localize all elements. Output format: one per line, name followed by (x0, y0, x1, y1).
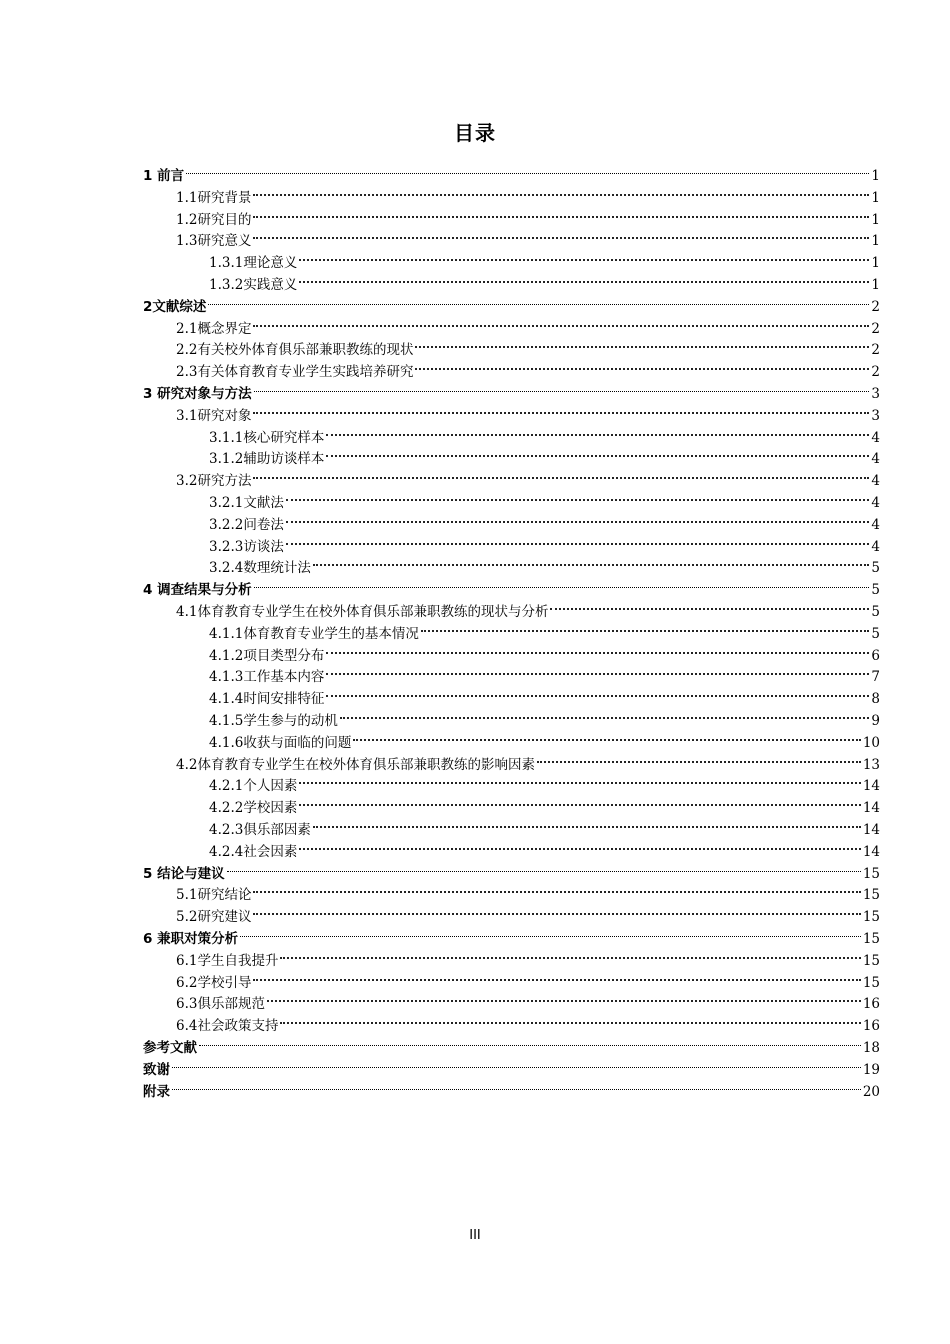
toc-entry[interactable] (143, 572, 880, 599)
toc-entry-page: 4 (871, 516, 880, 533)
toc-entry-page: 4 (871, 538, 880, 555)
toc-entry[interactable] (209, 616, 880, 642)
toc-entry-page: 10 (862, 734, 880, 751)
toc-entry[interactable] (209, 529, 880, 555)
toc-entry-page: 5 (871, 604, 880, 620)
toc-entry-label: 3.2.2问卷法 (209, 516, 284, 533)
toc-entry[interactable] (209, 834, 880, 860)
toc-entry-label: 4 调查结果与分析 (143, 582, 252, 599)
toc-entry[interactable] (176, 1008, 880, 1035)
toc-entry[interactable] (176, 311, 880, 337)
toc-leader-dots (254, 376, 870, 398)
toc-entry[interactable] (209, 485, 880, 511)
toc-entry-page: 20 (862, 1083, 880, 1100)
toc-leader-dots (253, 223, 869, 245)
toc-entry[interactable] (176, 943, 880, 969)
toc-entry-label: 5 结论与建议 (143, 865, 225, 882)
toc-leader-dots (253, 877, 860, 899)
toc-leader-dots (253, 899, 860, 921)
toc-leader-dots (326, 638, 869, 660)
toc-entry-page: 4 (871, 451, 880, 468)
toc-entry-label: 1.2研究目的 (176, 211, 252, 228)
toc-entry-page: 15 (862, 887, 880, 904)
toc-entry[interactable] (209, 550, 880, 577)
toc-entry-page: 19 (862, 1061, 880, 1078)
toc-entry[interactable] (143, 376, 880, 402)
toc-entry[interactable] (176, 354, 880, 381)
toc-entry[interactable] (143, 289, 880, 315)
toc-entry[interactable] (143, 158, 880, 184)
toc-leader-dots (253, 463, 869, 485)
toc-entry-page: 9 (871, 713, 880, 729)
toc-entry[interactable] (176, 965, 880, 991)
toc-entry-label: 2.3有关体育教育专业学生实践培养研究 (176, 364, 414, 381)
toc-entry-page: 2 (871, 364, 880, 381)
toc-entry-page: 4 (871, 473, 880, 490)
toc-leader-dots (326, 659, 869, 681)
page-number: III (469, 1228, 481, 1243)
toc-leader-dots (253, 311, 869, 333)
toc-entry[interactable] (176, 202, 880, 228)
toc-entry-label: 5.1研究结论 (176, 887, 252, 904)
toc-entry-label: 3.2.3访谈法 (209, 538, 284, 555)
toc-entry-page: 1 (871, 168, 880, 184)
toc-entry-label: 1.3.2实践意义 (209, 277, 298, 293)
toc-leader-dots (299, 245, 869, 267)
toc-entry-page: 1 (871, 255, 880, 272)
toc-leader-dots (240, 921, 861, 943)
toc-entry-label: 4.1.6收获与面临的问题 (209, 734, 352, 751)
toc-entry-label: 3.2研究方法 (176, 473, 252, 490)
toc-leader-dots (172, 1074, 861, 1096)
toc-entry[interactable] (209, 725, 880, 751)
toc-entry-page: 3 (871, 386, 880, 402)
toc-entry[interactable] (209, 659, 880, 686)
toc-entry-page: 13 (862, 756, 880, 773)
toc-entry-page: 4 (871, 429, 880, 446)
toc-leader-dots (253, 180, 869, 202)
toc-entry-label: 6.4社会政策支持 (176, 1018, 279, 1035)
toc-entry[interactable] (176, 877, 880, 904)
toc-entry[interactable] (209, 507, 880, 533)
toc-entry-label: 2.1概念界定 (176, 320, 252, 337)
toc-leader-dots (299, 267, 869, 289)
toc-entry[interactable] (209, 245, 880, 272)
toc-leader-dots (299, 834, 860, 856)
toc-entry-page: 2 (871, 342, 880, 359)
toc-entry[interactable] (176, 398, 880, 424)
toc-leader-dots (421, 616, 870, 638)
toc-entry-page: 15 (862, 909, 880, 926)
toc-leader-dots (326, 681, 869, 703)
toc-entry-page: 14 (862, 800, 880, 817)
toc-entry-label: 4.1.3工作基本内容 (209, 669, 325, 686)
toc-entry-page: 1 (871, 277, 880, 293)
toc-entry-page: 3 (871, 407, 880, 424)
toc-entry-label: 3.1.1核心研究样本 (209, 429, 325, 446)
toc-entry-page: 15 (862, 974, 880, 991)
toc-entry[interactable] (143, 1074, 880, 1100)
toc-leader-dots (280, 1008, 860, 1030)
toc-entry-label: 参考文献 (143, 1040, 197, 1056)
toc-leader-dots (415, 332, 869, 354)
toc-entry-page: 18 (862, 1040, 880, 1056)
toc-entry-page: 14 (862, 822, 880, 838)
toc-leader-dots (186, 158, 869, 180)
toc-leader-dots (172, 1052, 861, 1074)
toc-leader-dots (227, 856, 861, 878)
toc-leader-dots (286, 485, 870, 507)
toc-leader-dots (550, 594, 869, 616)
toc-entry-page: 15 (862, 931, 880, 947)
toc-entry[interactable] (209, 812, 880, 838)
toc-entry-label: 4.2.2学校因素 (209, 800, 298, 817)
toc-entry-page: 1 (871, 189, 880, 206)
toc-entry-page: 6 (871, 647, 880, 664)
toc-leader-dots (253, 965, 860, 987)
toc-entry-page: 5 (871, 582, 880, 599)
toc-entry-label: 6.3俱乐部规范 (176, 996, 265, 1013)
toc-entry-page: 4 (871, 495, 880, 511)
toc-entry[interactable] (143, 1052, 880, 1078)
toc-entry-label: 1.3研究意义 (176, 233, 252, 250)
toc-entry-page: 7 (871, 669, 880, 686)
toc-entry[interactable] (176, 899, 880, 926)
toc-entry[interactable] (176, 223, 880, 250)
toc-entry-page: 14 (862, 843, 880, 860)
toc-entry-page: 5 (871, 625, 880, 642)
toc-entry-label: 4.1.1体育教育专业学生的基本情况 (209, 625, 419, 642)
toc-entry[interactable] (209, 420, 880, 446)
toc-entry-label: 4.1.5学生参与的动机 (209, 713, 338, 729)
toc-entry-label: 致谢 (143, 1061, 170, 1078)
toc-entry[interactable] (176, 180, 880, 206)
toc-leader-dots (537, 747, 861, 769)
toc-entry-label: 6 兼职对策分析 (143, 931, 239, 947)
toc-entry[interactable] (143, 921, 880, 947)
toc-leader-dots (299, 768, 860, 790)
toc-entry-label: 2文献综述 (143, 298, 207, 315)
toc-entry-label: 3 研究对象与方法 (143, 386, 252, 402)
toc-leader-dots (286, 507, 870, 529)
toc-entry-label: 4.1体育教育专业学生在校外体育俱乐部兼职教练的现状与分析 (176, 604, 549, 620)
toc-leader-dots (313, 812, 861, 834)
toc-entry-label: 5.2研究建议 (176, 909, 252, 926)
toc-entry-label: 3.1.2辅助访谈样本 (209, 451, 325, 468)
toc-entry-page: 15 (862, 952, 880, 969)
toc-entry[interactable] (176, 986, 880, 1013)
toc-entry[interactable] (209, 638, 880, 664)
toc-entry[interactable] (176, 594, 880, 620)
toc-entry-label: 1.3.1理论意义 (209, 255, 298, 272)
toc-entry[interactable] (209, 790, 880, 817)
toc-entry-label: 4.2.3俱乐部因素 (209, 822, 311, 838)
toc-entry-page: 15 (862, 865, 880, 882)
toc-entry[interactable] (209, 441, 880, 468)
toc-entry[interactable] (143, 856, 880, 882)
toc-entry-label: 3.2.4数理统计法 (209, 560, 311, 577)
toc-leader-dots (253, 202, 869, 224)
toc-entry[interactable] (209, 681, 880, 708)
toc-leader-dots (208, 289, 869, 311)
page-title: 目录 (454, 121, 496, 145)
toc-entry-label: 4.2.4社会因素 (209, 843, 298, 860)
toc-leader-dots (326, 420, 869, 442)
toc-leader-dots (253, 398, 869, 420)
toc-leader-dots (340, 703, 870, 725)
toc-leader-dots (280, 943, 860, 965)
toc-leader-dots (415, 354, 869, 376)
toc-entry-label: 6.2学校引导 (176, 974, 252, 991)
toc-entry-page: 16 (862, 996, 880, 1013)
toc-entry[interactable] (176, 747, 880, 773)
toc-entry-page: 14 (862, 778, 880, 795)
toc-leader-dots (353, 725, 860, 747)
toc-entry-label: 4.1.2项目类型分布 (209, 647, 325, 664)
toc-entry-page: 1 (871, 233, 880, 250)
toc-entry-label: 6.1学生自我提升 (176, 952, 279, 969)
toc-entry-label: 4.2体育教育专业学生在校外体育俱乐部兼职教练的影响因素 (176, 756, 535, 773)
toc-entry-page: 5 (871, 560, 880, 577)
toc-entry-label: 1.1研究背景 (176, 189, 252, 206)
toc-entry-label: 3.2.1文献法 (209, 495, 284, 511)
toc-entry-label: 2.2有关校外体育俱乐部兼职教练的现状 (176, 342, 414, 359)
toc-leader-dots (286, 529, 870, 551)
toc-entry-page: 2 (871, 298, 880, 315)
toc-entry-label: 4.1.4时间安排特征 (209, 691, 325, 708)
toc-entry[interactable] (209, 768, 880, 795)
toc-entry-label: 1 前言 (143, 168, 185, 184)
toc-leader-dots (326, 441, 869, 463)
toc-entry[interactable] (176, 463, 880, 490)
toc-entry-label: 3.1研究对象 (176, 407, 252, 424)
toc-leader-dots (199, 1030, 861, 1052)
toc-entry-page: 2 (871, 320, 880, 337)
toc-entry-page: 1 (871, 211, 880, 228)
toc-entry-label: 4.2.1个人因素 (209, 778, 298, 795)
toc-entry[interactable] (209, 703, 880, 729)
toc-entry-page: 16 (862, 1018, 880, 1035)
toc-entry[interactable] (209, 267, 880, 293)
toc-leader-dots (254, 572, 870, 594)
toc-leader-dots (299, 790, 860, 812)
toc-leader-dots (267, 986, 861, 1008)
toc-entry[interactable] (143, 1030, 880, 1056)
toc-entry[interactable] (176, 332, 880, 359)
toc-entry-label: 附录 (143, 1083, 170, 1100)
toc-leader-dots (313, 550, 870, 572)
toc-entry-page: 8 (871, 691, 880, 708)
